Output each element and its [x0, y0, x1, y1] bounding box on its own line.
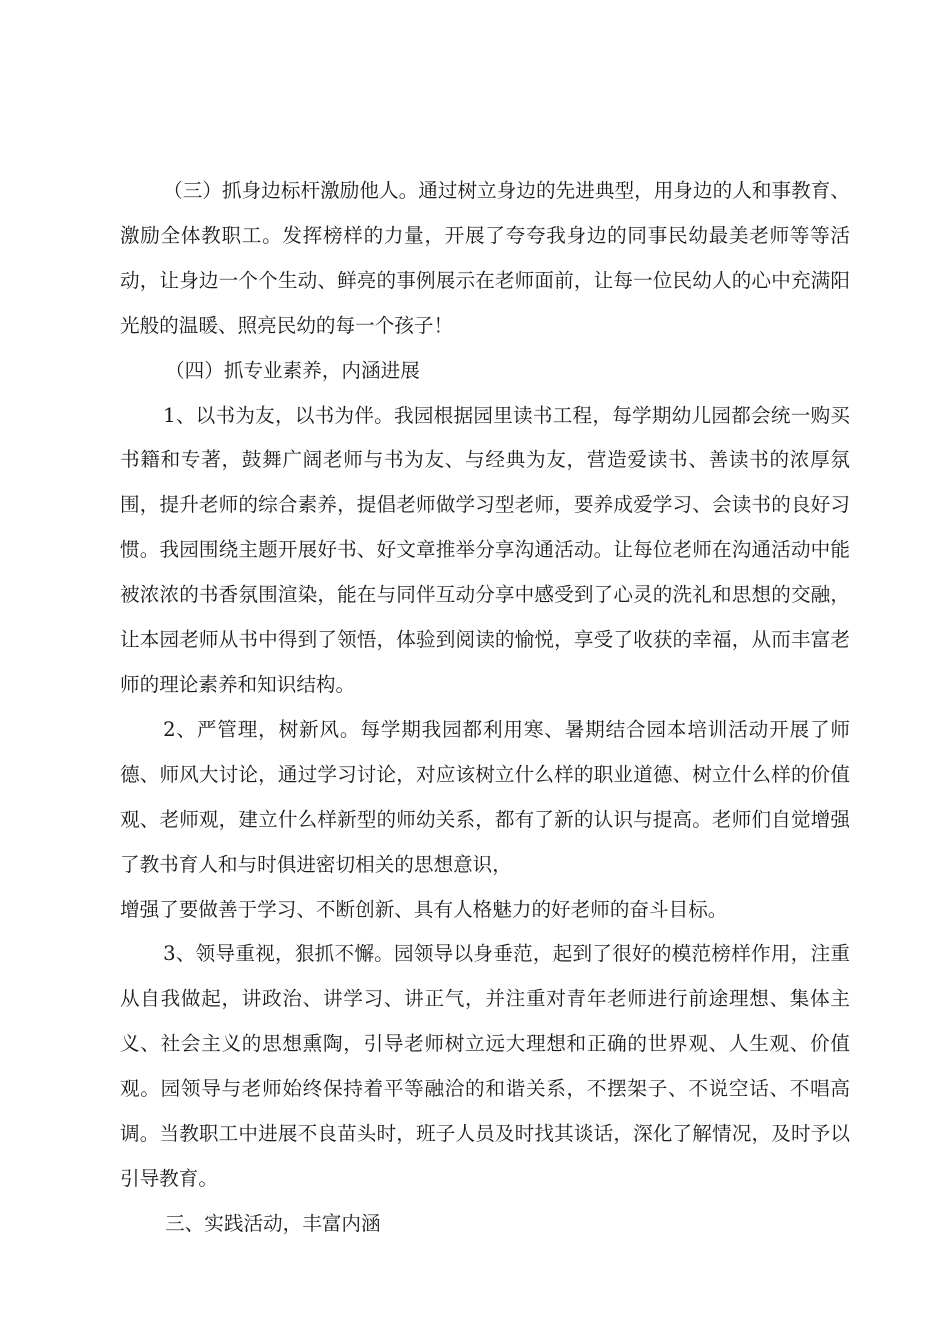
paragraph-management: 2、严管理，树新风。每学期我园都利用寒、暑期结合园本培训活动开展了师德、师风大讨论，通过学习讨论，对应该树立什么样的职业道德、树立什么样的价值观、老师观，建立什么样新型的师幼关系，都有了新的认识与提高。老师们自觉增强了教书育人和与时俱进密切相关的思想意识， [120, 717, 850, 876]
section-heading-practice-activities: 三、实践活动，丰富内涵 [165, 1211, 381, 1235]
paragraph-management-continued: 增强了要做善于学习、不断创新、具有人格魅力的好老师的奋斗目标。 [120, 897, 728, 921]
paragraph-reading: 1、以书为友，以书为伴。我园根据园里读书工程，每学期幼儿园都会统一购买书籍和专著，鼓舞广阔老师与书为友、与经典为友，营造爱读书、善读书的浓厚氛围，提升老师的综合素养，提倡老师做学习型老师，要养成爱学习、会读书的良好习惯。我园围绕主题开展好书、好文章推举分享沟通活动。让每位老师在沟通活动中能被浓浓的书香氛围渲染，能在与同伴互动分享中感受到了心灵的洗礼和思想的交融，让本园老师从书中得到了领悟，体验到阅读的愉悦，享受了收获的幸福，从而丰富老师的理论素养和知识结构。 [120, 403, 850, 696]
paragraph-leadership: 3、领导重视，狠抓不懈。园领导以身垂范，起到了很好的模范榜样作用，注重从自我做起，讲政治、讲学习、讲正气，并注重对青年老师进行前途理想、集体主义、社会主义的思想熏陶，引导老师树立远大理想和正确的世界观、人生观、价值观。园领导与老师始终保持着平等融洽的和谐关系，不摆架子、不说空话、不唱高调。当教职工中进展不良苗头时，班子人员及时找其谈话，深化了解情况，及时予以引导教育。 [120, 942, 850, 1190]
section-heading-professional-quality: （四）抓专业素养，内涵进展 [165, 358, 420, 382]
document-body [120, 169, 850, 1247]
paragraph-role-models: （三）抓身边标杆激励他人。通过树立身边的先进典型，用身边的人和事教育、激励全体教职工。发挥榜样的力量，开展了夸夸我身边的同事民幼最美老师等等活动，让身边一个个生动、鲜亮的事例展示在老师面前，让每一位民幼人的心中充满阳光般的温暖、照亮民幼的每一个孩子！ [120, 179, 850, 337]
